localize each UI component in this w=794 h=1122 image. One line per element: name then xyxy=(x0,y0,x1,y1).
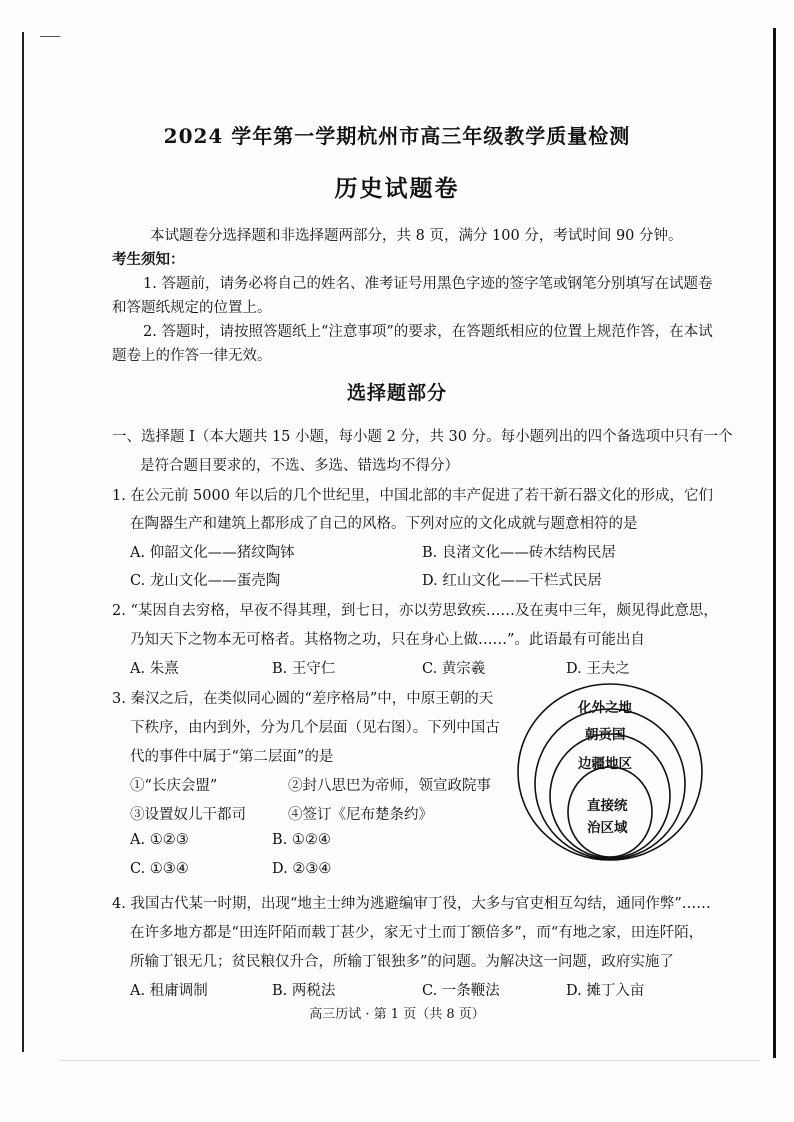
concentric-order-diagram xyxy=(515,682,705,862)
q1-stem-line-1: 1. 在公元前 5000 年以后的几个世纪里，中国北部的丰产促进了若干新石器文化的形成，它们 xyxy=(112,488,714,504)
q2-option-d: D. 王夫之 xyxy=(566,661,630,677)
ring-label-outer: 化外之地 xyxy=(578,700,632,716)
q3-item-4: ④签订《尼布楚条约》 xyxy=(288,807,433,823)
exam-summary: 本试题卷分选择题和非选择题两部分，共 8 页，满分 100 分，考试时间 90 分钟。 xyxy=(150,228,683,244)
section-title: 选择题部分 xyxy=(346,382,447,404)
q1-option-c: C. 龙山文化——蛋壳陶 xyxy=(130,573,281,589)
notice-2-line-2: 题卷上的作答一律无效。 xyxy=(112,348,272,364)
ring-label-third: 边疆地区 xyxy=(578,756,632,772)
q2-option-a: A. 朱熹 xyxy=(130,661,179,677)
q3-stem-line-2: 下秩序，由内到外，分为几个层面（见右图）。下列中国古 xyxy=(130,720,500,736)
ring-label-second: 朝贡国 xyxy=(585,727,626,743)
scan-mark-top xyxy=(40,36,60,37)
exam-subtitle: 历史试题卷 xyxy=(334,175,460,202)
q3-item-1: ①“长庆会盟” xyxy=(130,778,218,794)
q2-stem-line-2: 乃知天下之物本无可格者。其格物之功，只在身心上做……”。此语最有可能出自 xyxy=(130,632,645,648)
q2-stem-line-1: 2. “某因自去穷格，早夜不得其理，到七日，亦以劳思致疾……及在夷中三年，颇见得此意思， xyxy=(112,603,718,619)
q4-option-c: C. 一条鞭法 xyxy=(422,983,500,999)
notice-heading: 考生须知： xyxy=(112,251,185,268)
ring-label-core-line-2: 治区域 xyxy=(587,820,628,836)
q4-stem-line-2: 在许多地方都是“田连阡陌而载丁甚少，家无寸土而丁额倍多”，而“有地之家，田连阡陌， xyxy=(130,925,704,941)
q1-option-b: B. 良渚文化——砖木结构民居 xyxy=(422,545,616,561)
q3-stem-line-3: 代的事件中属于“第二层面”的是 xyxy=(130,749,334,765)
q3-stem-line-1: 3. 秦汉之后，在类似同心圆的“差序格局”中，中原王朝的天 xyxy=(112,691,494,707)
notice-1-line-2: 和答题纸规定的位置上。 xyxy=(112,300,272,316)
q4-option-d: D. 摊丁入亩 xyxy=(566,983,645,999)
part-heading-line-1: 一、选择题 I（本大题共 15 小题，每小题 2 分，共 30 分。每小题列出的四个备选项中只有一个 xyxy=(112,429,733,445)
q2-option-b: B. 王守仁 xyxy=(272,661,336,677)
q1-option-a: A. 仰韶文化——猪纹陶钵 xyxy=(130,545,295,561)
q4-stem-line-1: 4. 我国古代某一时期，出现“地主士绅为逃避编审丁役，大多与官吏相互勾结，通同作弊”…… xyxy=(112,896,711,912)
ring-label-core-line-1: 直接统 xyxy=(587,798,628,814)
q3-option-a: A. ①②③ xyxy=(130,832,189,848)
q3-option-c: C. ①③④ xyxy=(130,861,189,877)
q2-option-c: C. 黄宗羲 xyxy=(422,661,486,677)
q1-option-d: D. 红山文化——干栏式民居 xyxy=(422,573,602,589)
q3-item-2: ②封八思巴为帝师，领宣政院事 xyxy=(288,778,491,794)
part-heading-line-2: 是符合题目要求的，不选、多选、错选均不得分） xyxy=(140,458,459,474)
page-footer: 高三历试 · 第 1 页（共 8 页） xyxy=(309,1007,485,1022)
q4-option-a: A. 租庸调制 xyxy=(130,983,208,999)
scan-edge-bottom xyxy=(60,1060,760,1061)
q3-option-d: D. ②③④ xyxy=(272,861,332,877)
q1-stem-line-2: 在陶器生产和建筑上都形成了自己的风格。下列对应的文化成就与题意相符的是 xyxy=(130,516,638,532)
notice-2-line-1: 2. 答题时，请按照答题纸上“注意事项”的要求，在答题纸相应的位置上规范作答，在本试 xyxy=(143,324,713,340)
exam-title: 2024 学年第一学期杭州市高三年级教学质量检测 xyxy=(163,124,631,148)
q3-option-b: B. ①②④ xyxy=(272,832,331,848)
q3-item-3: ③设置奴儿干都司 xyxy=(130,807,246,823)
notice-1-line-1: 1. 答题前，请务必将自己的姓名、准考证号用黑色字迹的签字笔或钢笔分别填写在试题卷 xyxy=(143,276,713,292)
q4-option-b: B. 两税法 xyxy=(272,983,336,999)
q4-stem-line-3: 所输丁银无几；贫民粮仅升合，所输丁银独多”的问题。为解决这一问题，政府实施了 xyxy=(130,954,674,970)
